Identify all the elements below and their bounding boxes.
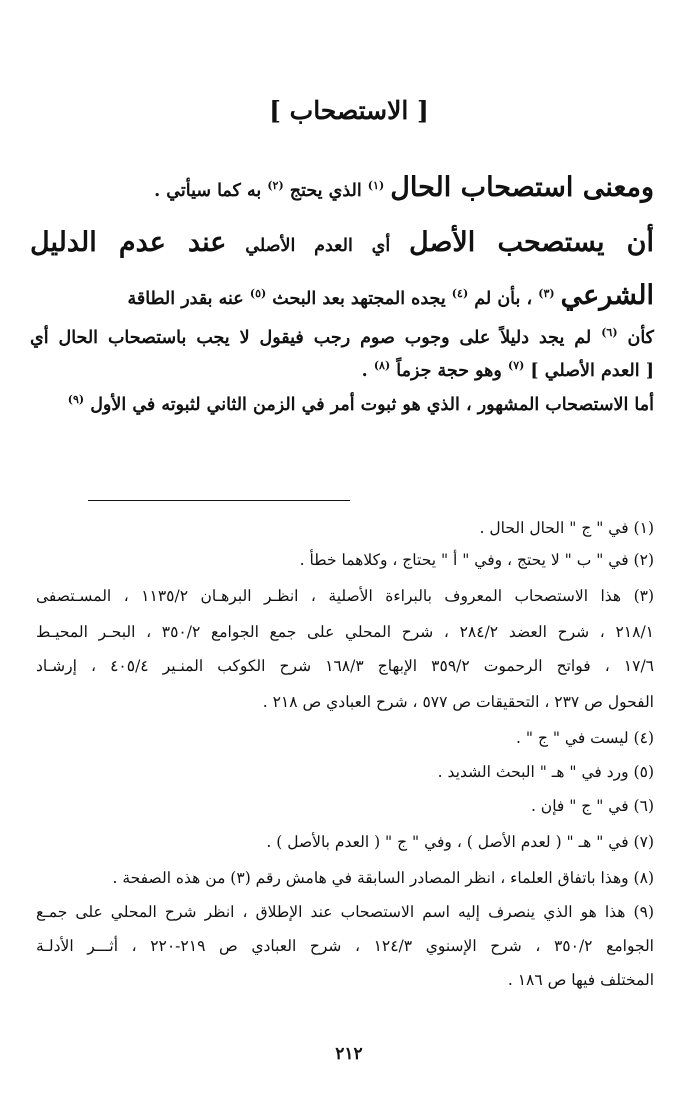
text-segment: أي العدم الأصلي <box>245 236 391 256</box>
text-segment: ، بأن لم <box>474 289 533 309</box>
footnote-6: (٦) في " ج " فإن . <box>530 797 654 815</box>
text-segment: كأن <box>627 328 654 348</box>
body-line-5 <box>30 361 654 381</box>
page-number: ٢١٢ <box>335 1044 363 1064</box>
footnote-1: (١) في " ج " الحال الحال . <box>479 519 654 537</box>
text-segment: لم يجد دليلاً على وجوب صوم رجب فيقول لا يجب باستصحاب الحال أي <box>30 328 592 348</box>
text-segment: عنه بقدر الطاقة <box>127 289 244 309</box>
footnote-separator <box>88 500 350 501</box>
body-line-6 <box>30 395 654 415</box>
note-ref-5: (٥) <box>249 287 267 301</box>
note-ref-9: (٩) <box>67 393 85 407</box>
footnote-8: (٨) وهذا باتفاق العلماء ، انظر المصادر السابقة في هامش رقم (٣) من هذه الصفحة . <box>112 869 654 887</box>
body-line-3 <box>30 280 654 311</box>
body-line-1 <box>30 172 654 203</box>
term-istishab-al-hal: ومعنى استصحاب الحال <box>390 172 654 203</box>
term-inda-adam-ad-dalil: عند عدم الدليل <box>30 227 227 258</box>
footnote-7: (٧) في " هـ " ( لعدم الأصل ) ، وفي " ج " ( العدم بالأصل ) . <box>266 833 654 851</box>
text-segment: أما الاستصحاب المشهور ، الذي هو ثبوت أمر في الزمن الثاني لثبوته في الأول <box>90 395 654 415</box>
note-ref-4: (٤) <box>451 287 469 301</box>
text-segment: الذي يحتج <box>289 181 362 201</box>
body-line-4 <box>30 328 654 348</box>
footnote-9-line-2: الجوامع ٣٥٠/٢ ، شرح الإسنوي ١٢٤/٣ ، شرح العبادي ص ٢١٩-٢٢٠ ، أثـــر الأدلـة <box>36 937 654 955</box>
text-segment: وهو حجة جزماً <box>396 361 502 381</box>
note-ref-3: (٣) <box>538 287 555 301</box>
note-ref-6: (٦) <box>601 326 618 340</box>
footnote-3-line-1: (٣) هذا الاستصحاب المعروف بالبراءة الأصلية ، انظـر البرهـان ١١٣٥/٢ ، المسـتصفى <box>36 587 655 605</box>
note-ref-8: (٨) <box>373 359 391 373</box>
footnote-5: (٥) ورد في " هـ " البحث الشديد . <box>437 763 654 781</box>
footnote-9-line-3: المختلف فيها ص ١٨٦ . <box>507 971 654 989</box>
chapter-title: [ الاستصحاب ] <box>269 96 429 125</box>
footnote-3-line-4: الفحول ص ٢٣٧ ، التحقيقات ص ٥٧٧ ، شرح العبادي ص ٢١٨ . <box>262 693 654 711</box>
note-ref-1: (١) <box>367 179 385 193</box>
text-segment: . <box>361 361 368 381</box>
text-segment: [ العدم الأصلي ] <box>530 361 654 381</box>
footnote-9-line-1: (٩) هذا هو الذي ينصرف إليه اسم الاستصحاب عند الإطلاق ، انظر شرح المحلي على جمـع <box>36 903 654 921</box>
footnote-3-line-3: ١٧/٦ ، فواتح الرحموت ٣٥٩/٢ الإبهاج ١٦٨/٣ شرح الكوكب المنـير ٤٠٥/٤ ، إرشـاد <box>36 657 654 675</box>
body-line-2 <box>30 227 654 258</box>
term-yastashib-al-asl: أن يستصحب الأصل <box>409 227 655 258</box>
footnote-3-line-2: ٢١٨/١ ، شرح العضد ٢٨٤/٢ ، شرح المحلي على جمع الجوامع ٣٥٠/٢ ، البحـر المحيـط <box>36 623 655 641</box>
note-ref-7: (٧) <box>507 359 525 373</box>
footnote-4: (٤) ليست في " ج " . <box>516 729 654 747</box>
note-ref-2: (٢) <box>267 179 284 193</box>
text-segment: به كما سيأتي . <box>154 181 262 201</box>
footnote-2: (٢) في " ب " لا يحتج ، وفي " أ " يحتاج ، وكلاهما خطأ . <box>299 551 654 569</box>
text-segment: يجده المجتهد بعد البحث <box>272 289 446 309</box>
term-ash-sharii: الشرعي <box>560 280 654 311</box>
